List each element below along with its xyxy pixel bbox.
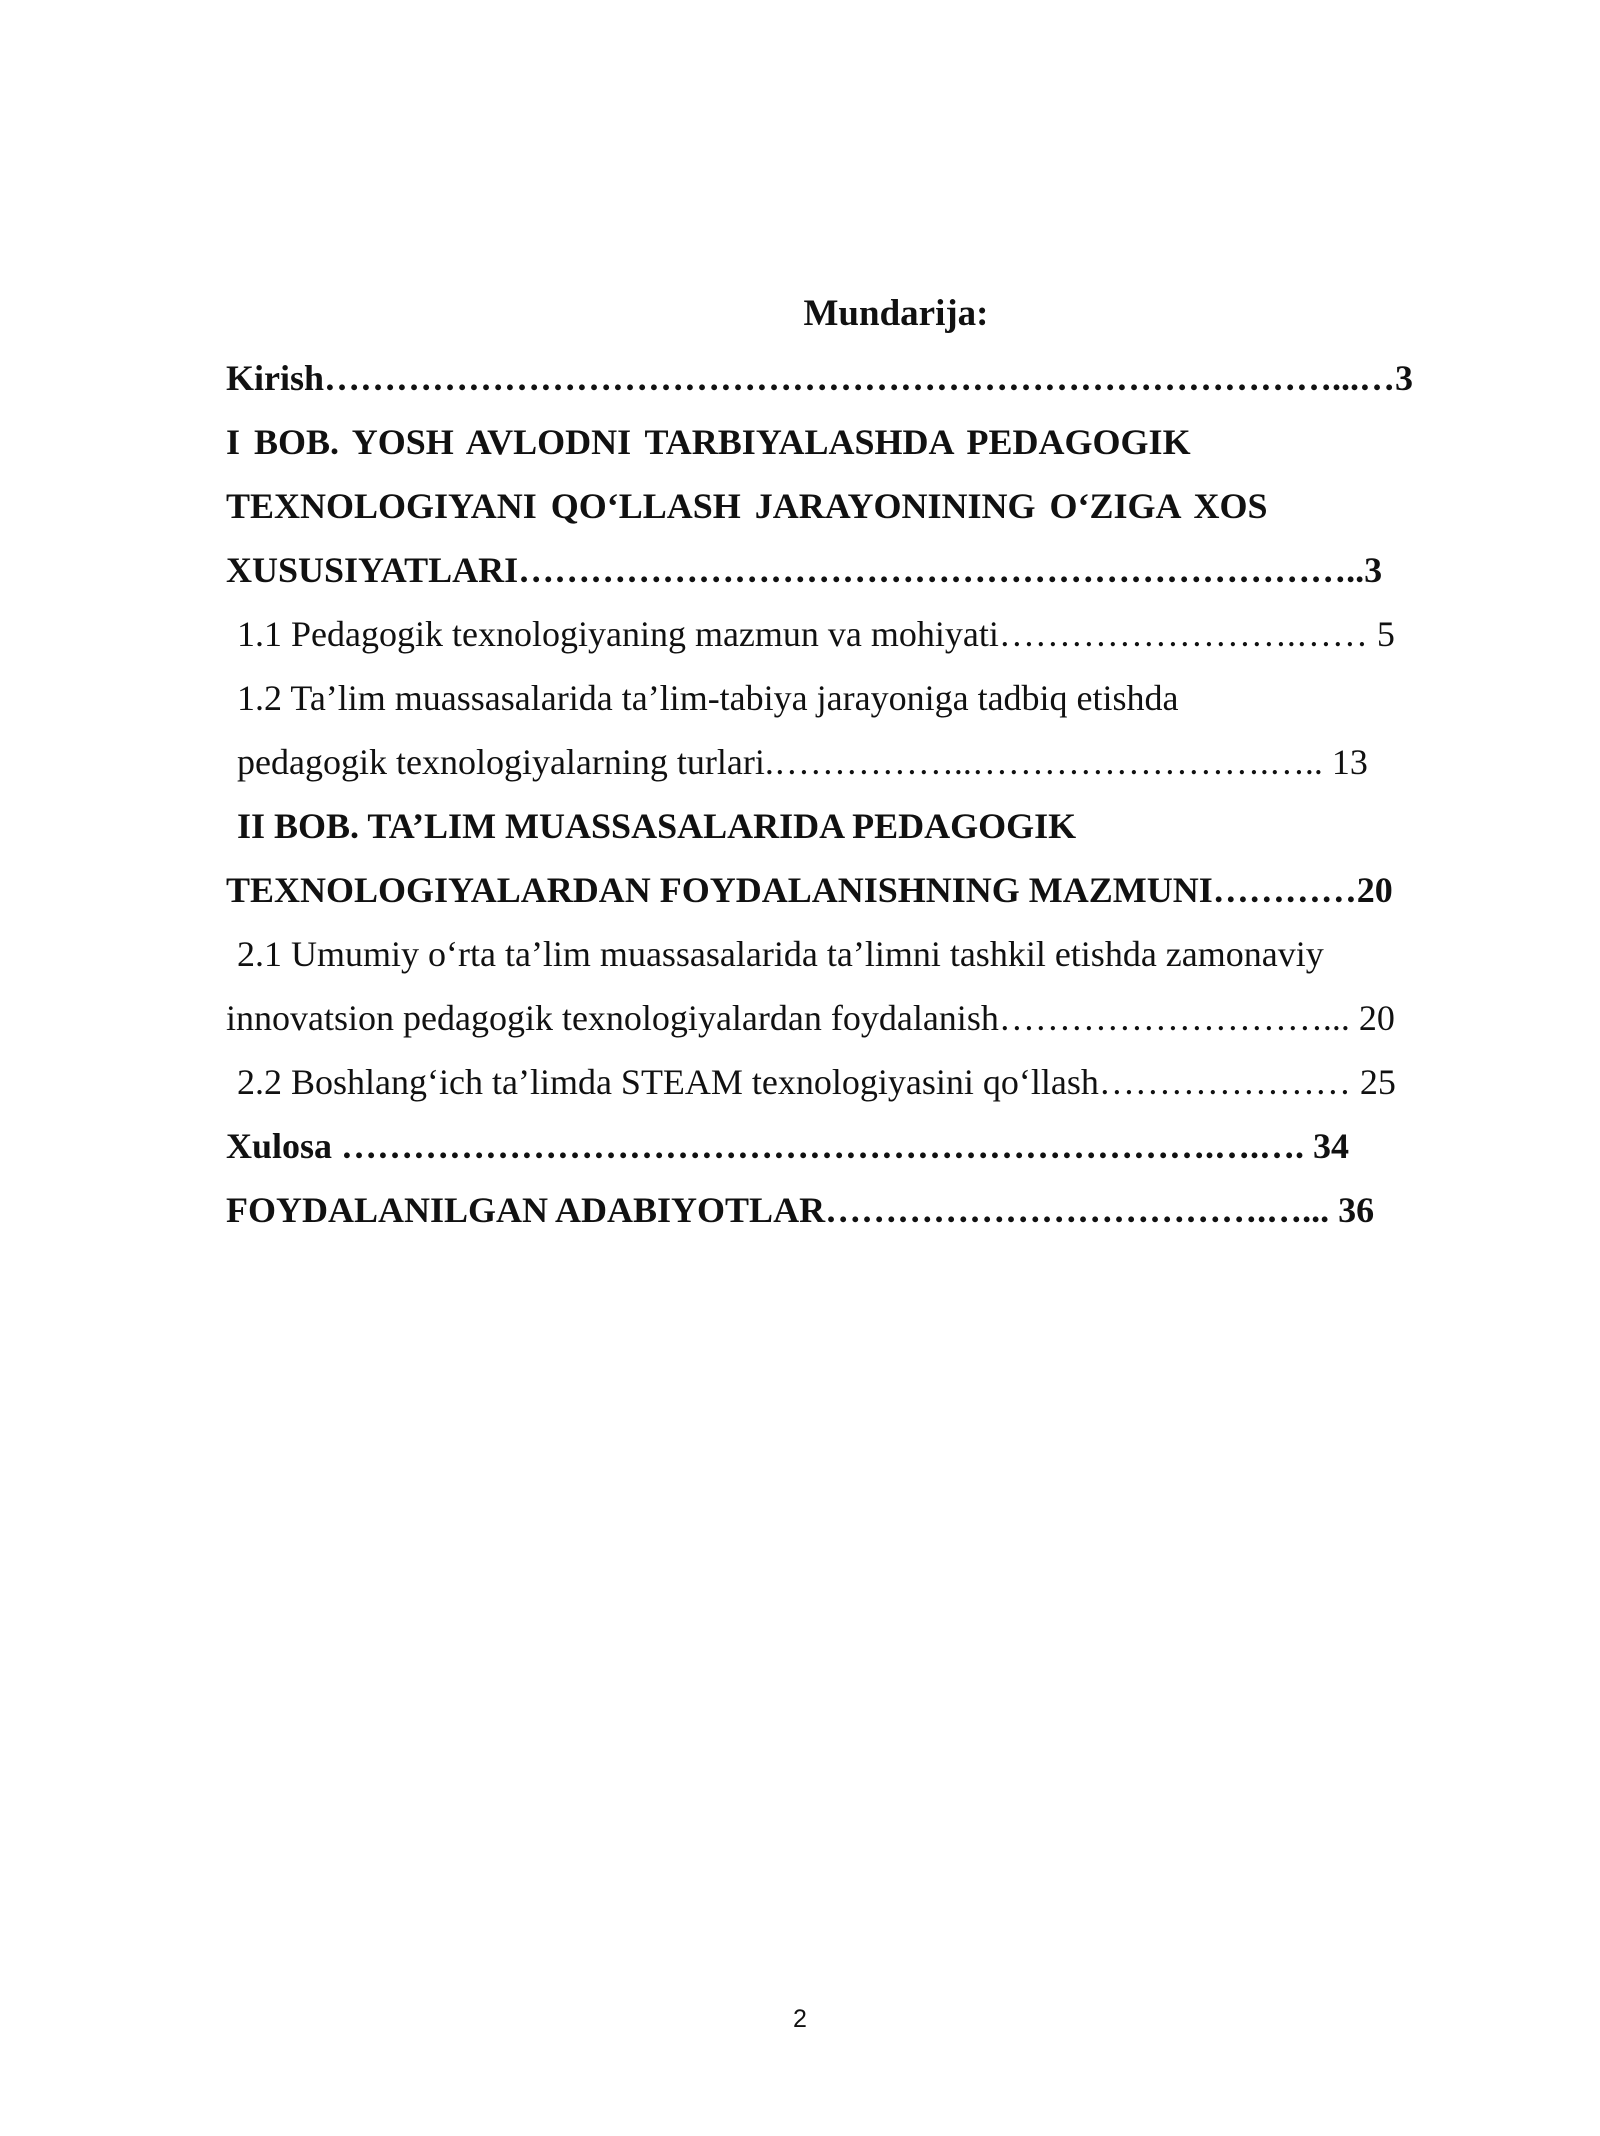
toc-entry-chapter-1-title-line-2: TEXNOLOGIYANI QO‘LLASH JARAYONINING O‘ZIGA XOS xyxy=(226,486,1268,526)
toc-entry-chapter-2-title-line-1: II BOB. TA’LIM MUASSASALARIDA PEDAGOGIK xyxy=(237,806,1077,846)
toc-entry-references: FOYDALANILGAN ADABIYOTLAR……………………………….…... 36 xyxy=(226,1190,1375,1230)
page-number: 2 xyxy=(793,2005,807,2033)
toc-entry-section-2-1-line-2: innovatsion pedagogik texnologiyalardan foydalanish………………………... 20 xyxy=(226,998,1395,1038)
toc-entry-section-1-1: 1.1 Pedagogik texnologiyaning mazmun va mohiyati…………………….…… 5 xyxy=(237,614,1395,654)
toc-entry-chapter-2-title-line-2: TEXNOLOGIYALARDAN FOYDALANISHNING MAZMUNI…………20 xyxy=(226,870,1393,910)
toc-entry-chapter-1-title-line-3: XUSUSIYATLARI……………………………………………………………..3 xyxy=(226,550,1383,590)
toc-entry-chapter-1-title-line-1: I BOB. YOSH AVLODNI TARBIYALASHDA PEDAGOGIK xyxy=(226,422,1191,462)
toc-entry-section-2-2: 2.2 Boshlang‘ich ta’limda STEAM texnologiyasini qo‘llash………………… 25 xyxy=(237,1062,1396,1102)
toc-entry-section-2-1-line-1: 2.1 Umumiy o‘rta ta’lim muassasalarida ta’limni tashkil etishda zamonaviy xyxy=(237,934,1324,974)
toc-entry-section-1-2-line-1: 1.2 Ta’lim muassasalarida ta’lim-tabiya jarayoniga tadbiq etishda xyxy=(237,678,1179,718)
toc-title: Mundarija: xyxy=(803,293,989,334)
toc-entry-conclusion: Xulosa ……………………………………………………………….….…. 34 xyxy=(226,1126,1350,1166)
toc-entry-section-1-2-line-2: pedagogik texnologiyalarning turlari.……………..…………………….….. 13 xyxy=(237,742,1368,782)
table-of-contents xyxy=(226,282,1486,1242)
toc-entry-introduction: Kirish…………………………………………………………………………...…3 xyxy=(226,358,1414,398)
